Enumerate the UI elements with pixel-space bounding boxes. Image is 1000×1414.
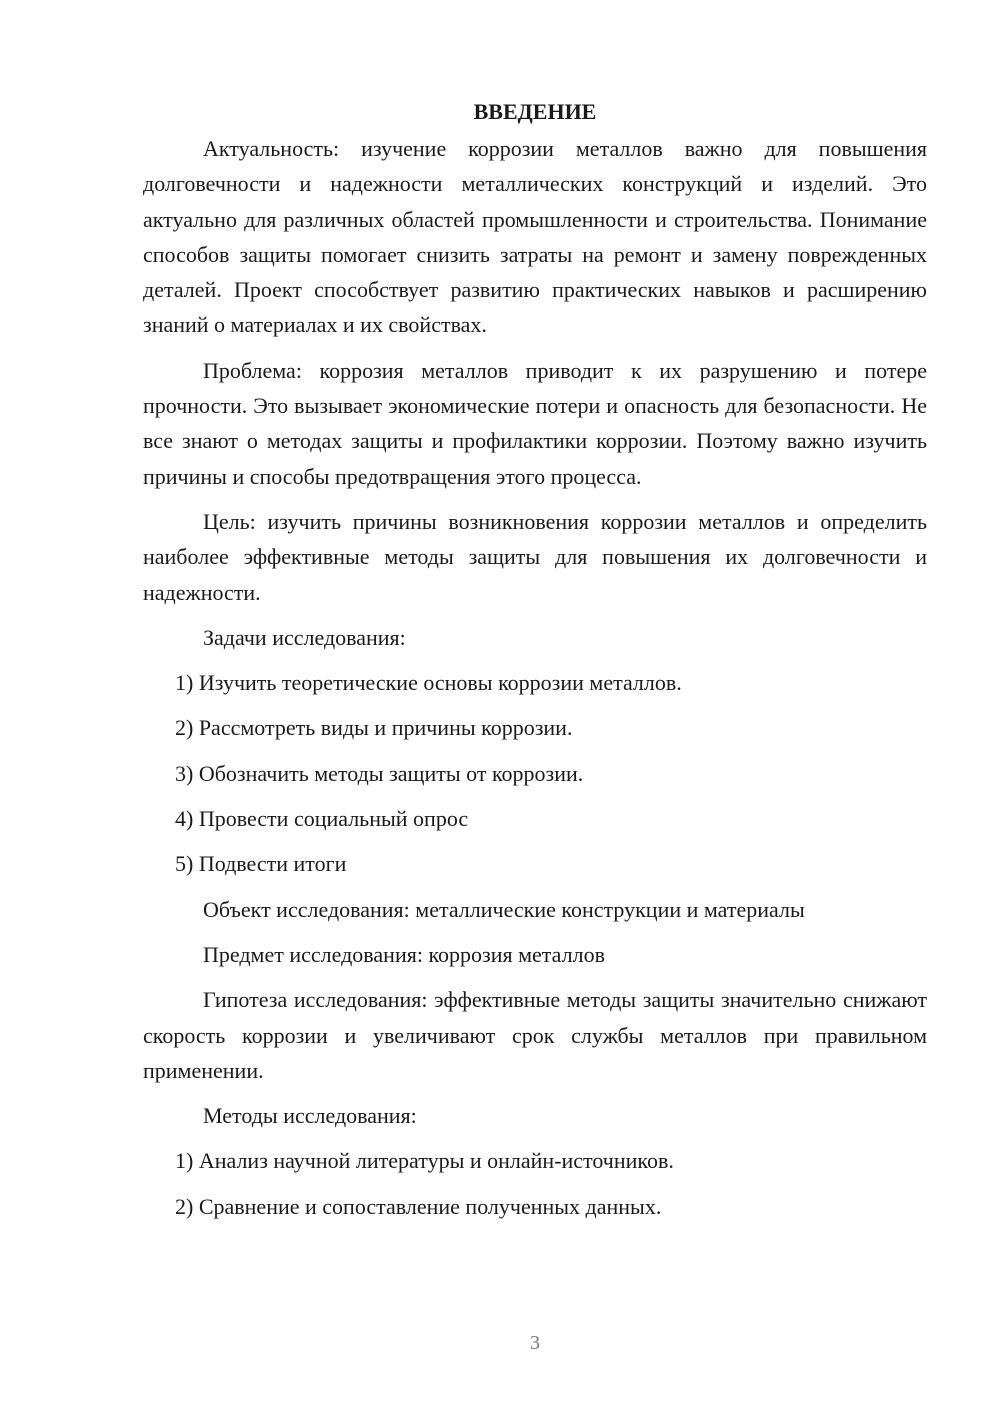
methods-label: Методы исследования: <box>203 1103 417 1129</box>
list-item: 1) Изучить теоретические основы коррозии металлов. <box>175 670 682 696</box>
hypothesis-paragraph: Гипотеза исследования: эффективные методы защиты значительно снижают скорость коррозии и увеличивают срок службы металлов при правильном применении. <box>143 987 927 1083</box>
list-item: 3) Обозначить методы защиты от коррозии. <box>175 760 584 786</box>
document-page <box>143 94 927 1224</box>
goal-paragraph: Цель: изучить причины возникновения коррозии металлов и определить наиболее эффективные методы защиты для повышения их долговечности и надежности. <box>143 508 927 605</box>
list-item: 5) Подвести итоги <box>175 851 347 877</box>
list-item: 1) Анализ научной литературы и онлайн-источников. <box>175 1148 674 1174</box>
object-paragraph: Объект исследования: металлические конструкции и материалы <box>203 896 805 922</box>
page-number: 3 <box>530 1332 540 1354</box>
methods-list <box>143 1143 927 1224</box>
tasks-list <box>143 665 927 881</box>
list-item: 2) Сравнение и сопоставление полученных данных. <box>175 1193 662 1219</box>
subject-paragraph: Предмет исследования: коррозия металлов <box>203 941 605 967</box>
problem-paragraph: Проблема: коррозия металлов приводит к их разрушению и потере прочности. Это вызывает экономические потери и опасность для безопасности. Не все знают о методах защиты и профилактики коррозии. Поэтому важно изучить причины и способы предотвращения этого процесса. <box>143 357 927 489</box>
section-heading: ВВЕДЕНИЕ <box>473 99 597 124</box>
list-item: 4) Провести социальный опрос <box>175 806 469 832</box>
relevance-paragraph: Актуальность: изучение коррозии металлов важно для повышения долговечности и надежности металлических конструкций и изделий. Это актуально для различных областей промышленности и строительства. Понимание способов защиты помогает снизить затраты на ремонт и замену поврежденных деталей. Проект способствует развитию практических навыков и расширению знаний о материалах и их свойствах. <box>143 136 927 338</box>
list-item: 2) Рассмотреть виды и причины коррозии. <box>175 715 573 741</box>
tasks-label: Задачи исследования: <box>203 624 406 650</box>
